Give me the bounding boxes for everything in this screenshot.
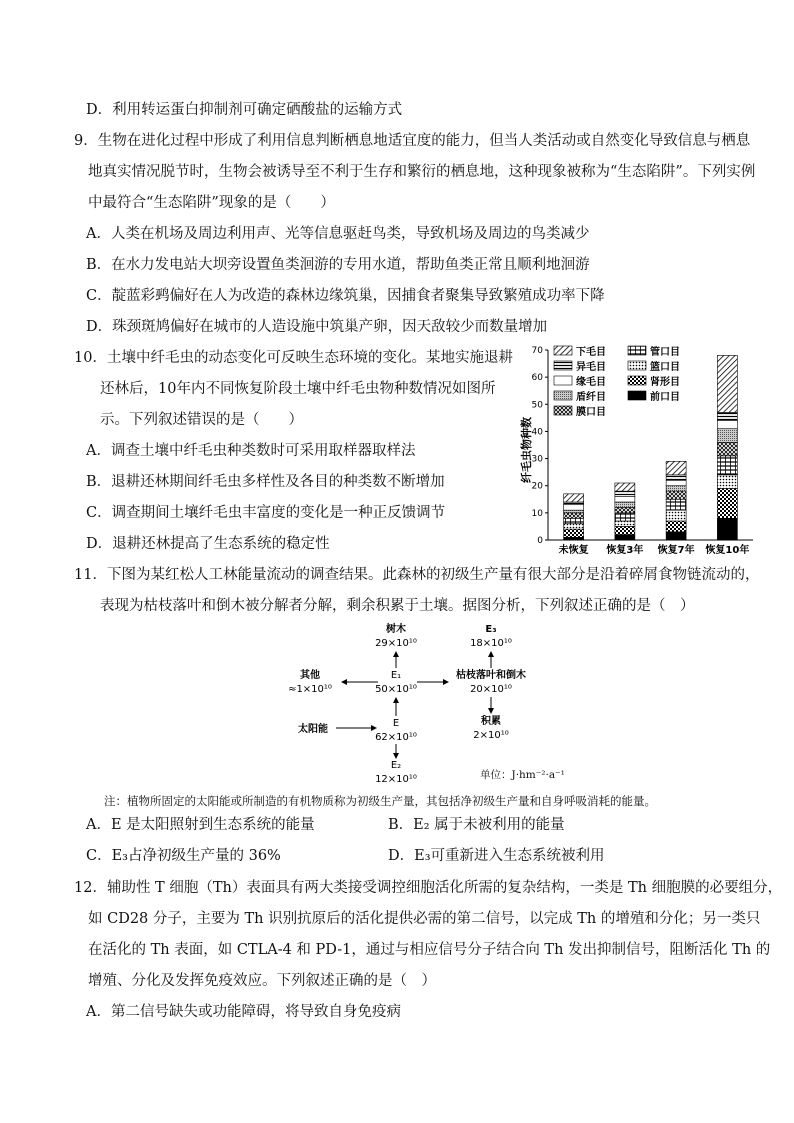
bar-segment <box>666 461 686 475</box>
x-tick-label: 未恢复 <box>558 545 589 556</box>
bar-segment <box>564 502 584 505</box>
legend-swatch <box>628 346 646 355</box>
bar-segment <box>615 513 635 521</box>
q11-stem-line2: 表现为枯枝落叶和倒木被分解者分解，剩余积累于土壤。据图分析，下列叙述正确的是（ ） <box>100 598 695 614</box>
bar-segment <box>615 535 635 540</box>
bar-segment <box>564 505 584 510</box>
legend-label: 膜口目 <box>576 407 606 418</box>
legend-swatch <box>628 361 646 370</box>
y-tick-label: 0 <box>537 536 543 546</box>
litter-label: 枯枝落叶和倒木 <box>456 670 526 681</box>
tree-label: 树木 <box>386 624 406 635</box>
y-tick-label: 70 <box>531 346 543 356</box>
bar-segment <box>615 507 635 512</box>
other-label: 其他 <box>300 670 320 681</box>
ciliate-species-chart <box>518 340 758 560</box>
e2-value: 12×10¹⁰ <box>375 774 417 785</box>
x-tick-label: 恢复7年 <box>657 545 695 556</box>
legend-label: 异毛目 <box>576 362 606 373</box>
q11-option-b: B．E₂ 属于未被利用的能量 <box>388 817 565 833</box>
ciliate-stacked-bar-svg <box>518 340 758 560</box>
bar-segment <box>717 355 737 412</box>
q10-option-d: D．退耕还林提高了生态系统的稳定性 <box>86 536 330 552</box>
tree-value: 29×10¹⁰ <box>375 638 417 649</box>
y-tick-label: 10 <box>531 508 543 519</box>
e1-value: 50×10¹⁰ <box>375 684 417 695</box>
bar-segment <box>615 483 635 491</box>
y-axis-label: 纤毛虫物种数 <box>520 417 533 483</box>
bar-segment <box>717 442 737 456</box>
q11-note: 注：植物所固定的太阳能或所制造的有机物质称为初级生产量，其包括净初级生产量和自身呼吸消耗的能量。 <box>104 794 656 808</box>
legend-label: 下毛目 <box>576 347 606 358</box>
q12-stem-line1: 12．辅助性 T 细胞（Th）表面具有两大类接受调控细胞活化所需的复杂结构，一类是 Th 细胞膜的必要组分， <box>74 880 783 896</box>
bar-segment <box>666 480 686 485</box>
q9-stem-line3: 中最符合“生态陷阱”现象的是（ ） <box>88 195 335 211</box>
q10-option-c: C．调查期间土壤纤毛虫丰富度的变化是一种正反馈调节 <box>86 505 446 521</box>
legend-swatch <box>554 391 572 400</box>
other-value: ≈1×10¹⁰ <box>288 684 332 695</box>
bar-segment <box>666 532 686 540</box>
bar-segment <box>666 491 686 499</box>
bar-segment <box>615 497 635 502</box>
legend-label: 肾形目 <box>650 377 680 388</box>
bar-segment <box>717 429 737 443</box>
q11-option-d: D．E₃可重新进入生态系统被利用 <box>388 848 605 864</box>
legend-label: 管口目 <box>650 347 680 358</box>
e3-value: 18×10¹⁰ <box>470 638 512 649</box>
bar-segment <box>666 486 686 491</box>
q8-option-d: D．利用转运蛋白抑制剂可确定硒酸盐的运输方式 <box>86 102 403 118</box>
q9-stem-line1: 9．生物在进化过程中形成了利用信息判断栖息地适宜度的能力，但当人类活动或自然变化导致信息与栖息 <box>74 133 751 149</box>
q12-option-a: A．第二信号缺失或功能障碍，将导致自身免疫病 <box>86 1004 401 1020</box>
bar-segment <box>666 521 686 532</box>
x-tick-label: 恢复3年 <box>606 545 644 556</box>
legend-label: 缘毛目 <box>576 377 606 388</box>
legend-label: 盾纤目 <box>576 392 606 403</box>
bar-segment <box>564 518 584 523</box>
q11-option-a: A．E 是太阳照射到生态系统的能量 <box>86 817 315 833</box>
legend-swatch <box>554 376 572 385</box>
legend-swatch <box>554 406 572 415</box>
e-label: E <box>392 718 400 729</box>
legend-label: 前口目 <box>650 392 680 403</box>
e3-label: E₃ <box>485 624 497 635</box>
y-tick-label: 40 <box>531 427 543 438</box>
e2-label: E₂ <box>390 760 402 771</box>
q11-stem-line1: 11．下图为某红松人工林能量流动的调查结果。此森林的初级生产量有很大部分是沿着碎屑食物链流动的， <box>74 567 760 583</box>
bar-segment <box>615 502 635 507</box>
y-tick-label: 20 <box>531 481 543 492</box>
y-tick-label: 30 <box>531 454 543 465</box>
bar-segment <box>564 494 584 502</box>
bar-segment <box>717 475 737 489</box>
e1-label: E₁ <box>390 670 402 681</box>
bar-segment <box>717 488 737 518</box>
legend-swatch <box>554 346 572 355</box>
bar-segment <box>717 421 737 429</box>
bar-segment <box>717 412 737 420</box>
bar-segment <box>615 526 635 534</box>
q10-stem-line1: 10．土壤中纤毛虫的动态变化可反映生态环境的变化。某地实施退耕 <box>74 350 513 366</box>
bar-segment <box>666 475 686 480</box>
bar-segment <box>564 537 584 540</box>
q12-stem-line3: 在活化的 Th 表面，如 CTLA-4 和 PD-1，通过与相应信号分子结合向 Th 发出抑制信号，阻断活化 Th 的 <box>88 942 771 958</box>
accumulation-value: 2×10¹⁰ <box>473 730 509 741</box>
q9-stem-line2: 地真实情况脱节时，生物会被诱导至不利于生存和繁衍的栖息地，这种现象被称为“生态陷阱”。下列实例 <box>88 164 756 180</box>
bar-segment <box>564 513 584 518</box>
legend-swatch <box>628 376 646 385</box>
q9-option-b: B．在水力发电站大坝旁设置鱼类洄游的专用水道，帮助鱼类正常且顺利地洄游 <box>86 257 590 273</box>
q10-stem-line2: 还林后，10年内不同恢复阶段土壤中纤毛虫物种数情况如图所 <box>100 381 496 397</box>
legend-swatch <box>554 361 572 370</box>
bar-segment <box>717 456 737 475</box>
q12-stem-line4: 增殖、分化及发挥免疫效应。下列叙述正确的是（ ） <box>88 973 436 989</box>
energy-flow-svg <box>280 618 540 788</box>
q9-option-d: D．珠颈斑鸠偏好在城市的人造设施中筑巢产卵，因天敌较少而数量增加 <box>86 319 548 335</box>
y-tick-label: 60 <box>531 373 543 384</box>
y-tick-label: 50 <box>531 400 543 411</box>
bar-segment <box>717 518 737 540</box>
bar-segment <box>564 524 584 529</box>
energy-flow-diagram <box>280 618 540 788</box>
bar-segment <box>615 491 635 496</box>
bar-segment <box>564 529 584 537</box>
q10-option-b: B．退耕还林期间纤毛虫多样性及各目的种类数不断增加 <box>86 474 445 490</box>
bar-segment <box>666 510 686 521</box>
q9-option-c: C．靛蓝彩鹀偏好在人为改造的森林边缘筑巢，因捕食者聚集导致繁殖成功率下降 <box>86 288 605 304</box>
q10-option-a: A．调查土壤中纤毛虫种类数时可采用取样器取样法 <box>86 443 416 459</box>
bar-segment <box>564 510 584 513</box>
q12-stem-line2: 如 CD28 分子，主要为 Th 识别抗原后的活化提供必需的第二信号，以完成 Th 的增殖和分化；另一类只 <box>88 911 761 927</box>
accumulation-label: 积累 <box>481 716 501 727</box>
litter-value: 20×10¹⁰ <box>470 684 512 695</box>
unit-label: 单位：J·hm⁻²·a⁻¹ <box>480 769 565 781</box>
e-value: 62×10¹⁰ <box>375 732 417 743</box>
bar-segment <box>615 521 635 526</box>
q11-option-c: C．E₃占净初级生产量的 36% <box>86 848 281 864</box>
x-tick-label: 恢复10年 <box>705 545 750 556</box>
sun-label: 太阳能 <box>298 724 328 735</box>
q9-option-a: A．人类在机场及周边利用声、光等信息驱赶鸟类，导致机场及周边的鸟类减少 <box>86 226 590 242</box>
bar-segment <box>666 499 686 510</box>
legend-swatch <box>628 391 646 400</box>
legend-label: 篮口目 <box>650 362 680 373</box>
q10-stem-line3: 示。下列叙述错误的是（ ） <box>100 412 303 428</box>
